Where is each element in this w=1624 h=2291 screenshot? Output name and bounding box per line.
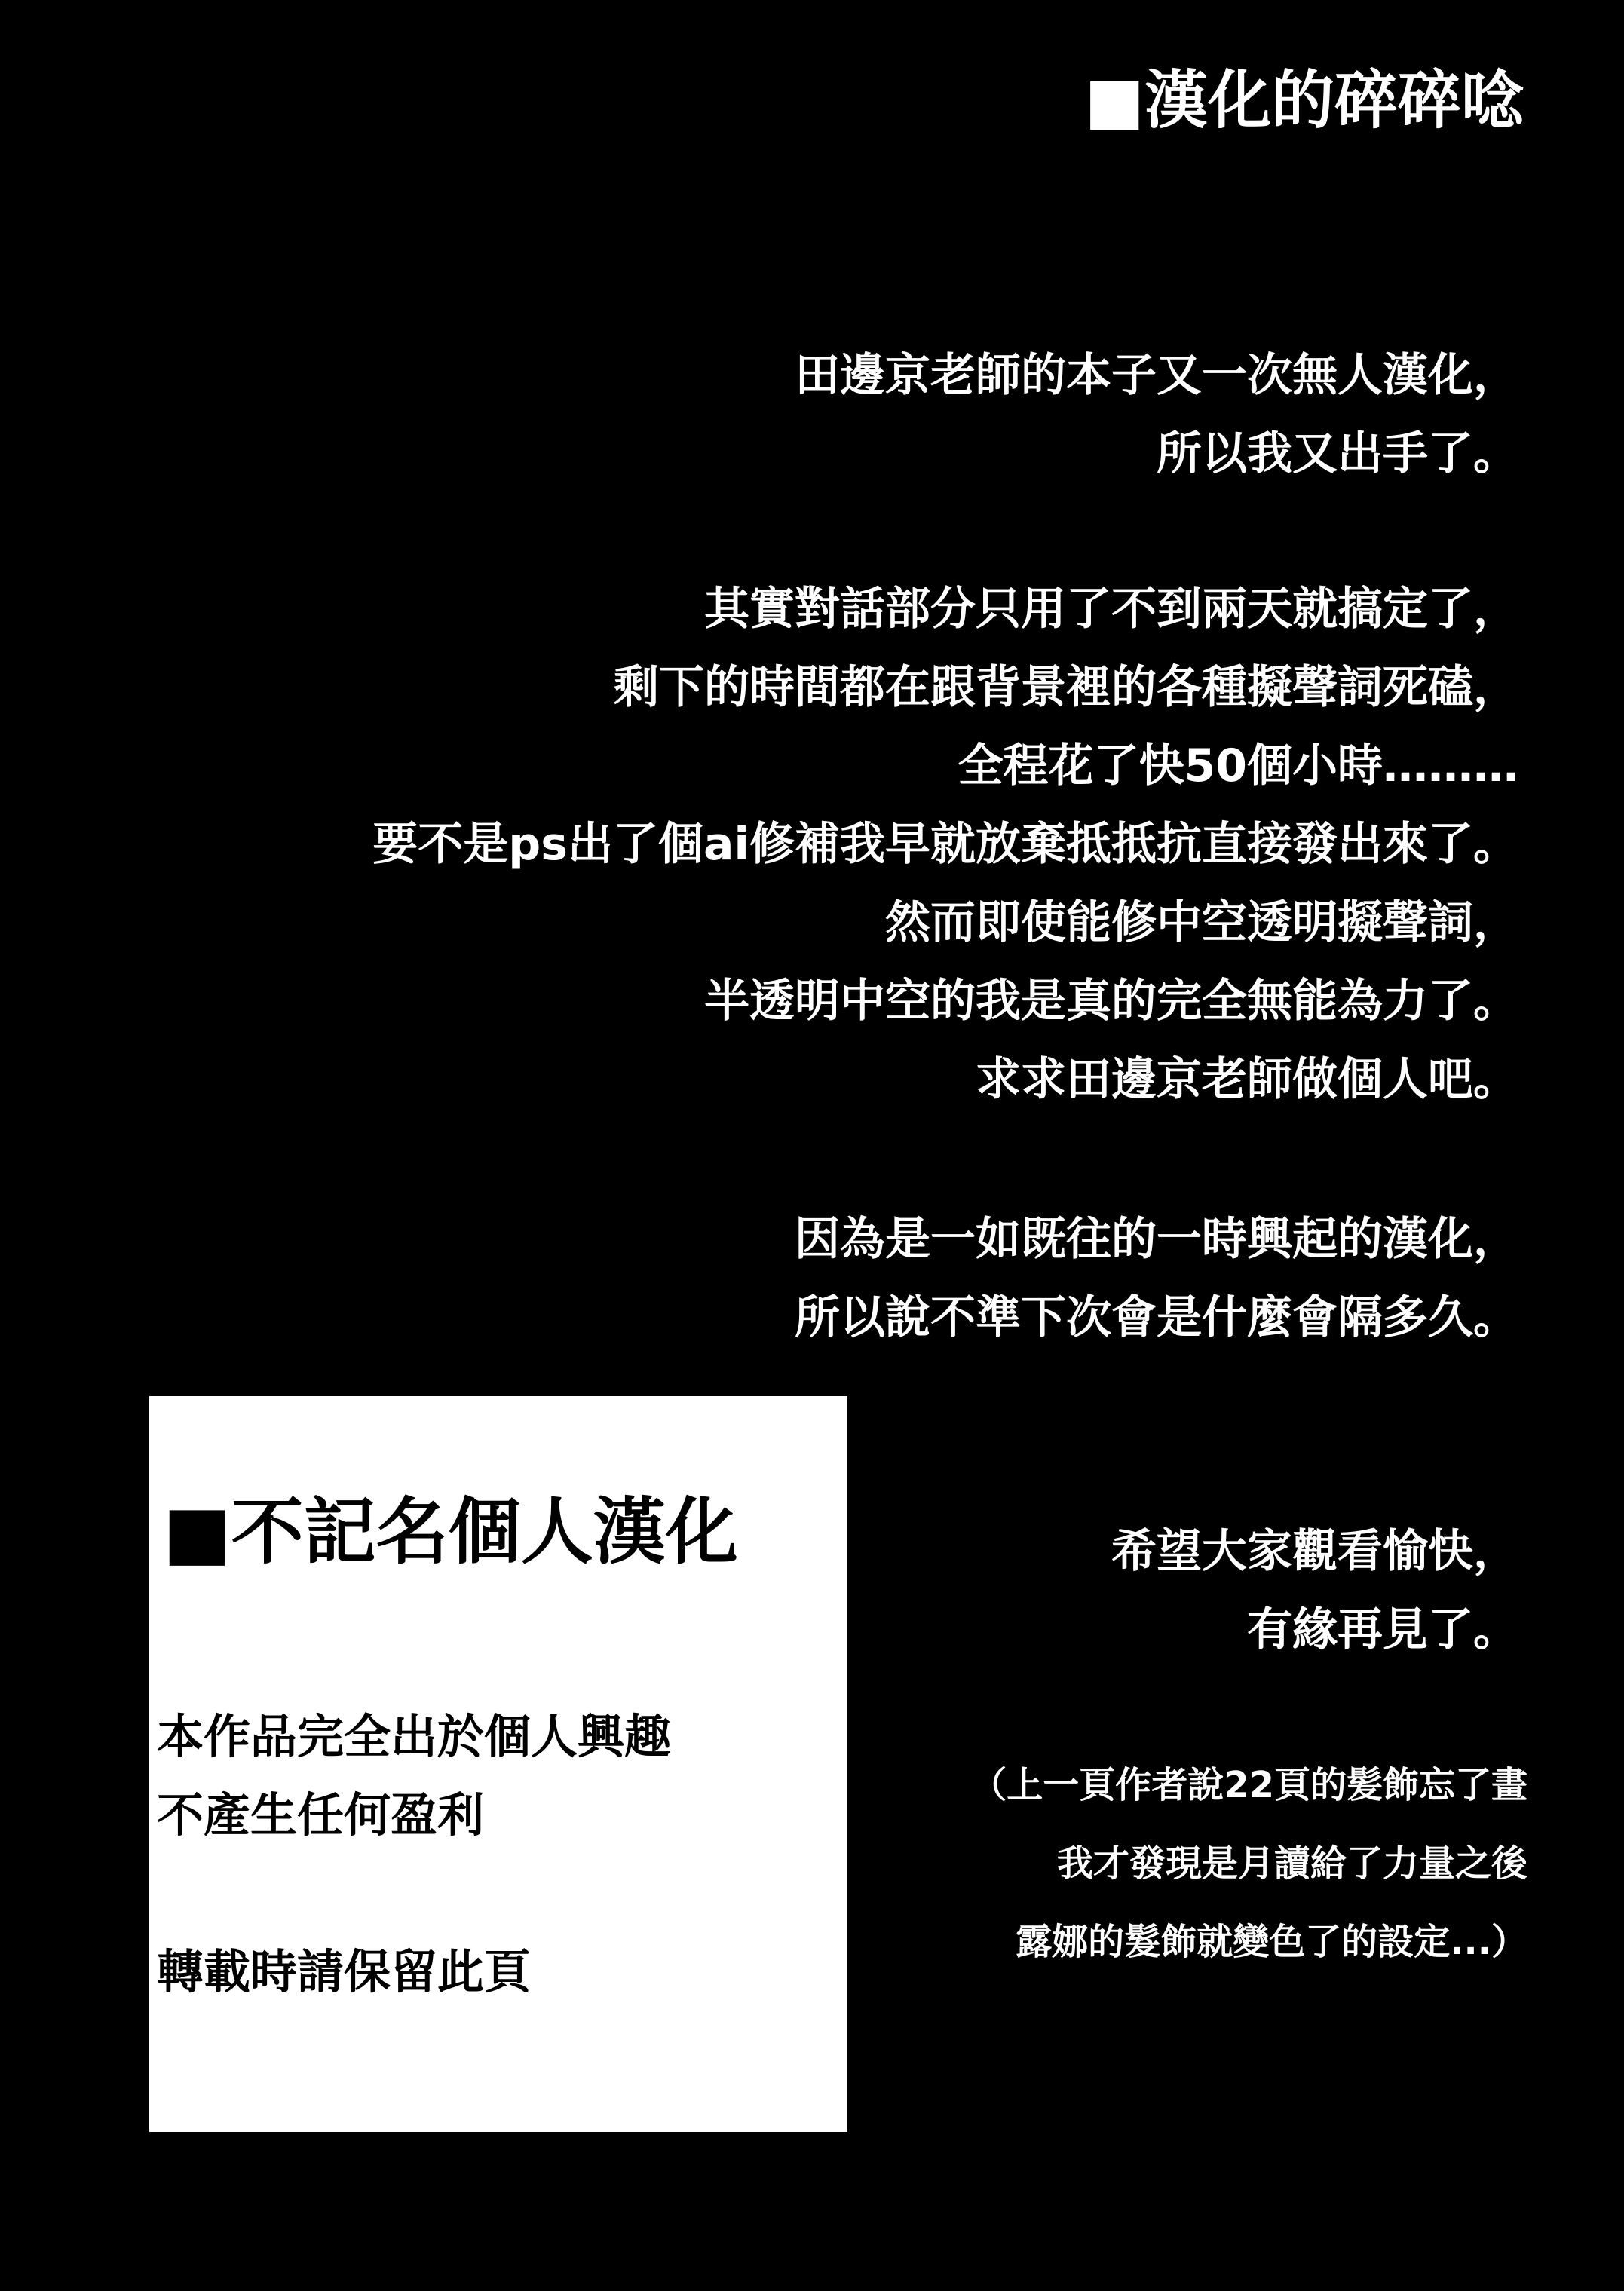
text-line: 露娜的髮飾就變色了的設定...）: [1016, 1921, 1527, 1963]
notes-paragraph-3: [795, 1200, 1518, 1357]
credit-lines: [157, 1698, 671, 2011]
notes-paragraph-1: [795, 336, 1518, 493]
credit-line: 不產生任何盈利: [157, 1787, 485, 1842]
aside-note: [970, 1746, 1527, 1981]
page-title: ■漢化的碎碎唸: [1084, 63, 1524, 137]
text-line: 所以我又出手了。: [1157, 427, 1518, 480]
text-line: 田邊京老師的本子又一次無人漢化，: [795, 349, 1518, 402]
credit-line: 本作品完全出於個人興趣: [157, 1709, 672, 1764]
text-line: （上一頁作者說22頁的髪飾忘了畫: [970, 1764, 1527, 1806]
text-line: 其實對話部分只用了不到兩天就搞定了，: [704, 583, 1518, 636]
text-line: 有緣再見了。: [1247, 1603, 1518, 1656]
credit-title: ■不記名個人漢化: [163, 1490, 738, 1574]
notes-paragraph-4: [1111, 1512, 1518, 1669]
text-line: 所以說不準下次會是什麼會隔多久。: [795, 1291, 1518, 1344]
notes-paragraph-2: [372, 570, 1518, 1119]
text-line: 要不是ps出了個ai修補我早就放棄抵抵抗直接發出來了。: [372, 818, 1518, 871]
text-line: 求求田邊京老師做個人吧。: [976, 1053, 1518, 1106]
text-line: 全程花了快50個小時………: [958, 740, 1518, 792]
spacer: [157, 1855, 671, 1933]
text-line: 剩下的時間都在跟背景裡的各種擬聲詞死磕，: [614, 661, 1518, 714]
credit-box: [149, 1396, 847, 2132]
text-line: 因為是一如既往的一時興起的漢化，: [795, 1213, 1518, 1266]
credit-line: 轉載時請保留此頁: [157, 1944, 532, 1999]
text-line: 希望大家觀看愉快，: [1111, 1525, 1518, 1578]
text-line: 然而即使能修中空透明擬聲詞，: [885, 896, 1518, 949]
text-line: 我才發現是月讀給了力量之後: [1056, 1842, 1527, 1885]
text-line: 半透明中空的我是真的完全無能為力了。: [704, 975, 1518, 1028]
